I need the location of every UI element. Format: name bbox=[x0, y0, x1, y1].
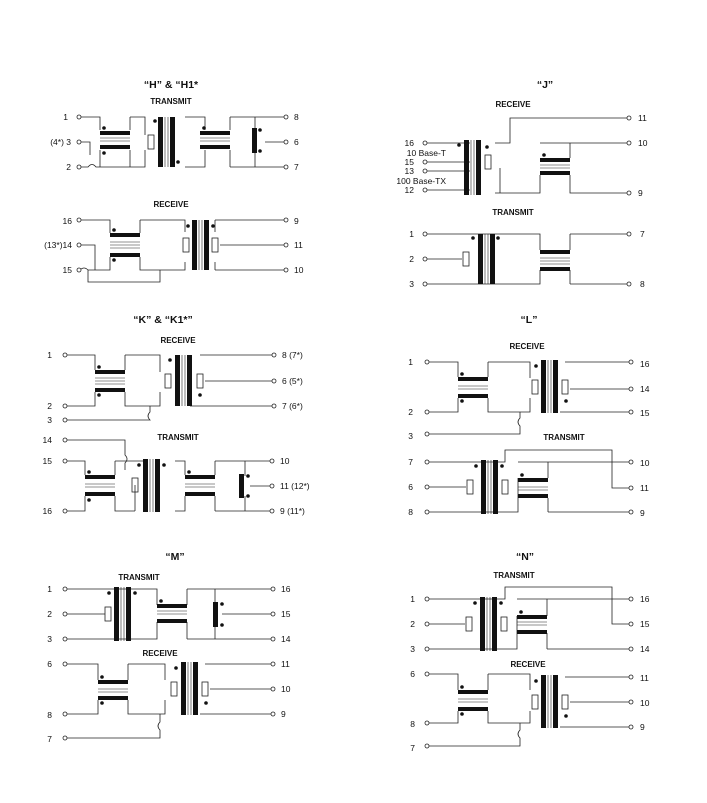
terminals bbox=[63, 662, 275, 740]
pin-label: 3 bbox=[408, 431, 413, 441]
block-heading: TRANSMIT bbox=[157, 433, 199, 442]
block-heading: RECEIVE bbox=[495, 100, 531, 109]
pin-label: 16 bbox=[42, 506, 52, 516]
pin-label: 1 bbox=[408, 357, 413, 367]
pin-label: 9 bbox=[640, 508, 645, 518]
pin-label: (13*)14 bbox=[44, 240, 72, 250]
pin-label: 6 (5*) bbox=[282, 376, 303, 386]
transmit-circuit bbox=[66, 587, 272, 641]
pin-label: 9 (11*) bbox=[280, 506, 305, 516]
pin-label: 8 bbox=[410, 719, 415, 729]
pin-label: 15 bbox=[640, 408, 650, 418]
transmit-circuit bbox=[428, 587, 630, 651]
receive-circuit bbox=[428, 360, 630, 434]
pin-label: 3 bbox=[410, 644, 415, 654]
pin-label: 10 bbox=[640, 698, 650, 708]
receive-circuit bbox=[426, 118, 628, 195]
pin-label: 13 bbox=[404, 166, 414, 176]
section-k bbox=[43, 314, 310, 516]
block-heading: TRANSMIT bbox=[493, 571, 535, 580]
section-title: “M” bbox=[165, 551, 185, 563]
section-title: “N” bbox=[515, 551, 535, 563]
transmit-circuit bbox=[80, 117, 285, 167]
pin-label: 11 bbox=[638, 113, 647, 123]
pin-label: 9 bbox=[281, 709, 286, 719]
section-title: “K” & “K1*” bbox=[133, 314, 193, 326]
pin-label: 1 bbox=[47, 350, 52, 360]
pin-label: 1 bbox=[47, 584, 52, 594]
pin-label: 16 bbox=[281, 584, 291, 594]
pin-label: 10 bbox=[640, 458, 650, 468]
block-heading: TRANSMIT bbox=[118, 573, 160, 582]
pin-label: 15 bbox=[281, 609, 291, 619]
block-heading: RECEIVE bbox=[142, 649, 178, 658]
pin-label: 15 bbox=[404, 157, 414, 167]
pin-label: 2 bbox=[410, 619, 415, 629]
terminals bbox=[423, 116, 631, 195]
terminals bbox=[425, 360, 633, 436]
pin-label: 1 bbox=[410, 594, 415, 604]
pin-label: 8 bbox=[294, 112, 299, 122]
pin-label: 16 bbox=[640, 594, 650, 604]
pin-label: 6 bbox=[294, 137, 299, 147]
block-heading: RECEIVE bbox=[509, 342, 545, 351]
pin-label: 6 bbox=[410, 669, 415, 679]
pin-label: 7 (6*) bbox=[282, 401, 303, 411]
pin-label: 11 bbox=[281, 659, 290, 669]
section-title: “L” bbox=[520, 314, 538, 326]
pin-label: 1 bbox=[63, 112, 68, 122]
pin-label: 9 bbox=[638, 188, 643, 198]
receive-circuit bbox=[66, 355, 273, 420]
pin-label: 7 bbox=[410, 743, 415, 753]
pin-label: (4*) 3 bbox=[50, 137, 71, 147]
section-l bbox=[408, 314, 649, 518]
pin-label: 14 bbox=[640, 384, 650, 394]
pin-label: 7 bbox=[640, 229, 645, 239]
pin-label: 7 bbox=[294, 162, 299, 172]
pin-label: 15 bbox=[42, 456, 52, 466]
pin-label: 10 bbox=[294, 265, 304, 275]
section-title: “J” bbox=[536, 79, 554, 91]
pin-label: 6 bbox=[408, 482, 413, 492]
pin-label: 2 bbox=[47, 609, 52, 619]
section-n bbox=[410, 551, 649, 753]
pin-label: 11 bbox=[294, 240, 303, 250]
pin-label: 7 bbox=[47, 734, 52, 744]
section-j bbox=[396, 79, 647, 289]
receive-circuit bbox=[66, 662, 272, 738]
pin-label: 16 bbox=[62, 216, 72, 226]
section-title: “H” & “H1* bbox=[143, 79, 199, 91]
pin-label: 3 bbox=[47, 634, 52, 644]
section-m bbox=[47, 551, 290, 744]
pin-note: 100 Base-TX bbox=[396, 176, 446, 186]
pin-label: 2 bbox=[409, 254, 414, 264]
pin-label: 10 bbox=[281, 684, 291, 694]
receive-circuit bbox=[80, 220, 285, 282]
pin-label: 2 bbox=[66, 162, 71, 172]
pin-label: 8 (7*) bbox=[282, 350, 303, 360]
pin-label: 9 bbox=[640, 722, 645, 732]
block-heading: RECEIVE bbox=[510, 660, 546, 669]
pin-label: 11 bbox=[640, 673, 649, 683]
pin-label: 16 bbox=[404, 138, 414, 148]
block-heading: TRANSMIT bbox=[492, 208, 534, 217]
pin-label: 2 bbox=[408, 407, 413, 417]
pin-label: 1 bbox=[409, 229, 414, 239]
block-heading: TRANSMIT bbox=[150, 97, 192, 106]
pin-label: 10 bbox=[280, 456, 290, 466]
pin-label: 3 bbox=[409, 279, 414, 289]
pin-label: 6 bbox=[47, 659, 52, 669]
pin-label: 15 bbox=[640, 619, 650, 629]
transmit-circuit bbox=[428, 450, 630, 514]
block-heading: TRANSMIT bbox=[543, 433, 585, 442]
pin-label: 14 bbox=[281, 634, 291, 644]
pin-note: 10 Base-T bbox=[406, 148, 446, 158]
block-heading: RECEIVE bbox=[160, 336, 196, 345]
pin-label: 11 bbox=[640, 483, 649, 493]
transmit-circuit bbox=[426, 234, 628, 284]
receive-circuit bbox=[428, 674, 630, 746]
pin-label: 10 bbox=[638, 138, 648, 148]
pin-label: 2 bbox=[47, 401, 52, 411]
transmit-circuit bbox=[66, 440, 271, 512]
pin-label: 8 bbox=[640, 279, 645, 289]
pin-label: 16 bbox=[640, 359, 650, 369]
terminals bbox=[425, 672, 633, 748]
section-h bbox=[44, 79, 304, 282]
pin-label: 14 bbox=[42, 435, 52, 445]
pin-label: 14 bbox=[640, 644, 650, 654]
pin-label: 15 bbox=[62, 265, 72, 275]
pin-label: 11 (12*) bbox=[280, 481, 310, 491]
pin-label: 8 bbox=[408, 507, 413, 517]
block-heading: RECEIVE bbox=[153, 200, 189, 209]
pin-label: 8 bbox=[47, 710, 52, 720]
pin-label: 9 bbox=[294, 216, 299, 226]
pin-label: 12 bbox=[404, 185, 414, 195]
pin-label: 3 bbox=[47, 415, 52, 425]
pin-label: 7 bbox=[408, 457, 413, 467]
